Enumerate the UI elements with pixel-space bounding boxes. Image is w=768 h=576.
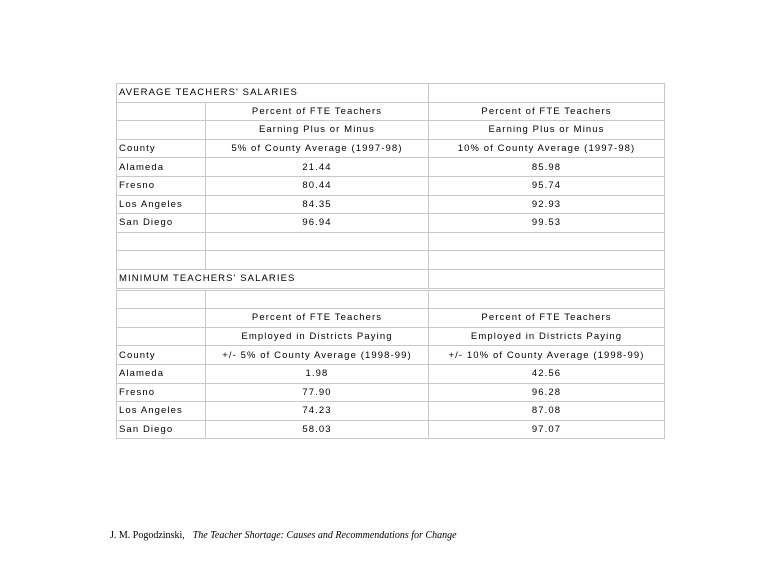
section-title: AVERAGE TEACHERS' SALARIES: [117, 84, 429, 103]
header-cell: Employed in Districts Paying: [206, 327, 429, 346]
header-cell: Earning Plus or Minus: [206, 121, 429, 140]
header-cell: Percent of FTE Teachers: [206, 102, 429, 121]
header-cell: +/- 10% of County Average (1998-99): [429, 346, 665, 365]
blank-row: [117, 251, 665, 270]
header-cell: 10% of County Average (1997-98): [429, 139, 665, 158]
section-title: MINIMUM TEACHERS' SALARIES: [117, 269, 429, 289]
header-cell: Percent of FTE Teachers: [429, 309, 665, 328]
table-row: Fresno 77.90 96.28: [117, 383, 665, 402]
county-header: County: [117, 346, 206, 365]
county-header: County: [117, 139, 206, 158]
table-row: Los Angeles 84.35 92.93: [117, 195, 665, 214]
table-row: Los Angeles 74.23 87.08: [117, 402, 665, 421]
blank-row: [117, 289, 665, 309]
footer-title: The Teacher Shortage: Causes and Recommendations for Change: [192, 530, 457, 541]
table-row: Alameda 1.98 42.56: [117, 364, 665, 383]
blank-row: [117, 232, 665, 251]
header-cell: +/- 5% of County Average (1998-99): [206, 346, 429, 365]
header-cell: Employed in Districts Paying: [429, 327, 665, 346]
table-row: Fresno 80.44 95.74: [117, 176, 665, 195]
table-row: San Diego 58.03 97.07: [117, 420, 665, 439]
minimum-title-row: [117, 269, 665, 289]
footer-author: J. M. Pogodzinski,: [110, 530, 185, 541]
average-title-row: [117, 84, 665, 103]
header-cell: Earning Plus or Minus: [429, 121, 665, 140]
table-row: San Diego 96.94 99.53: [117, 214, 665, 233]
header-cell: Percent of FTE Teachers: [206, 309, 429, 328]
header-cell: 5% of County Average (1997-98): [206, 139, 429, 158]
header-cell: Percent of FTE Teachers: [429, 102, 665, 121]
table-row: Alameda 21.44 85.98: [117, 158, 665, 177]
footer-citation: [110, 530, 457, 541]
salary-table: [116, 83, 665, 439]
